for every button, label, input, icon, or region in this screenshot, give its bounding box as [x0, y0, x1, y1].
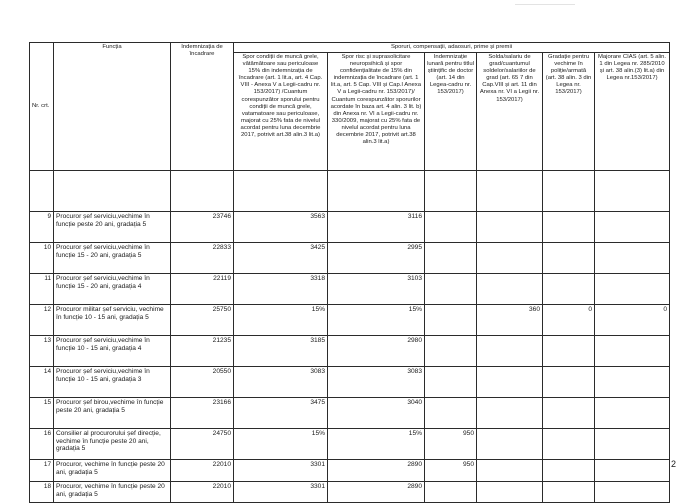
value-cell-majorare [595, 171, 670, 212]
value-cell-majorare [595, 460, 670, 482]
row-number: 10 [30, 243, 54, 274]
row-number: 17 [30, 460, 54, 482]
table-row [30, 212, 670, 243]
value-cell-majorare [595, 482, 670, 503]
value-cell-spor-risc [328, 171, 425, 212]
value-cell-gradatie [543, 243, 595, 274]
value-cell-indemnizatia: 22833 [171, 243, 234, 274]
value-cell-spor-risc: 2980 [328, 336, 425, 367]
value-cell-spor-conditii: 15% [234, 305, 328, 336]
function-cell: Procuror șef serviciu,vechime în funcție 15 - 20 ani, gradația 5 [54, 243, 171, 274]
table-body [30, 171, 670, 503]
value-cell-solda [477, 171, 543, 212]
value-cell-spor-conditii: 3318 [234, 274, 328, 305]
table-row [30, 305, 670, 336]
value-cell-indemnizatia: 24750 [171, 429, 234, 460]
function-cell: Procuror, vechime în funcție peste 20 ani, gradația 5 [54, 460, 171, 482]
value-cell-spor-risc: 15% [328, 305, 425, 336]
value-cell-gradatie [543, 367, 595, 398]
value-cell-majorare [595, 212, 670, 243]
row-number: 13 [30, 336, 54, 367]
page-number: 2 [671, 459, 677, 469]
value-cell-solda [477, 274, 543, 305]
value-cell-solda [477, 460, 543, 482]
function-cell: Procuror șef serviciu,vechime în funcție 10 - 15 ani, gradația 3 [54, 367, 171, 398]
value-cell-spor-risc: 2890 [328, 482, 425, 503]
value-cell-spor-risc: 2890 [328, 460, 425, 482]
scan-artifact [515, 4, 575, 9]
table-row [30, 429, 670, 460]
value-cell-indemnizatia: 21235 [171, 336, 234, 367]
value-cell-indemnizatie-lunara [425, 398, 477, 429]
value-cell-solda [477, 367, 543, 398]
value-cell-majorare [595, 274, 670, 305]
header-solda: Solda/salariu de grad/cuantumul soldelor/salariilor de grad (art. 65 7 din Cap.VIII și art. 11 din Anexa nr. VI a Legii nr. 153/2017) [477, 53, 543, 171]
value-cell-spor-conditii [234, 171, 328, 212]
function-cell [54, 171, 171, 212]
table-row [30, 398, 670, 429]
value-cell-spor-risc: 2995 [328, 243, 425, 274]
value-cell-indemnizatia: 23746 [171, 212, 234, 243]
value-cell-spor-conditii: 3301 [234, 482, 328, 503]
value-cell-indemnizatia: 20550 [171, 367, 234, 398]
table-row [30, 171, 670, 212]
value-cell-indemnizatie-lunara [425, 367, 477, 398]
function-cell: Procuror șef serviciu,vechime în funcție peste 20 ani, gradația 5 [54, 212, 171, 243]
value-cell-indemnizatie-lunara [425, 171, 477, 212]
header-sporuri-group: Sporuri, compensații, adaosuri, prime și premii [234, 43, 670, 53]
value-cell-indemnizatia: 23166 [171, 398, 234, 429]
header-indemnizatia: Indemnizația de încadrare [171, 43, 234, 171]
value-cell-indemnizatie-lunara: 950 [425, 429, 477, 460]
value-cell-solda: 360 [477, 305, 543, 336]
table-row [30, 274, 670, 305]
value-cell-majorare: 0 [595, 305, 670, 336]
table-row [30, 367, 670, 398]
value-cell-gradatie [543, 212, 595, 243]
row-number: 14 [30, 367, 54, 398]
row-number [30, 171, 54, 212]
value-cell-spor-conditii: 3475 [234, 398, 328, 429]
value-cell-gradatie [543, 171, 595, 212]
value-cell-spor-conditii: 3083 [234, 367, 328, 398]
value-cell-majorare [595, 367, 670, 398]
value-cell-gradatie [543, 482, 595, 503]
function-cell: Consilier al procurorului șef direcție, vechime în funcție peste 20 ani, gradația 5 [54, 429, 171, 460]
value-cell-majorare [595, 429, 670, 460]
row-number: 18 [30, 482, 54, 503]
row-number: 15 [30, 398, 54, 429]
value-cell-gradatie [543, 274, 595, 305]
value-cell-indemnizatie-lunara: 950 [425, 460, 477, 482]
value-cell-solda [477, 212, 543, 243]
salary-table [29, 42, 670, 503]
value-cell-spor-conditii: 3425 [234, 243, 328, 274]
function-cell: Procuror șef birou,vechime în funcție peste 20 ani, gradația 5 [54, 398, 171, 429]
row-number: 16 [30, 429, 54, 460]
value-cell-indemnizatie-lunara [425, 482, 477, 503]
row-number: 9 [30, 212, 54, 243]
value-cell-indemnizatie-lunara [425, 243, 477, 274]
value-cell-indemnizatia: 22119 [171, 274, 234, 305]
function-cell: Procuror șef serviciu,vechime în funcție 10 - 15 ani, gradația 4 [54, 336, 171, 367]
value-cell-gradatie [543, 336, 595, 367]
value-cell-solda [477, 243, 543, 274]
value-cell-spor-risc: 3103 [328, 274, 425, 305]
row-number: 11 [30, 274, 54, 305]
value-cell-gradatie [543, 398, 595, 429]
table-row [30, 460, 670, 482]
table-row [30, 482, 670, 503]
value-cell-spor-conditii: 3185 [234, 336, 328, 367]
value-cell-indemnizatie-lunara [425, 305, 477, 336]
value-cell-majorare [595, 243, 670, 274]
value-cell-indemnizatia [171, 171, 234, 212]
value-cell-gradatie: 0 [543, 305, 595, 336]
value-cell-indemnizatia: 22010 [171, 482, 234, 503]
value-cell-spor-conditii: 15% [234, 429, 328, 460]
value-cell-solda [477, 336, 543, 367]
value-cell-spor-risc: 3083 [328, 367, 425, 398]
value-cell-majorare [595, 336, 670, 367]
value-cell-solda [477, 482, 543, 503]
header-majorare: Majorare CIAS (art. 5 alin. 1 din Legea nr. 285/2010 și art. 38 alin.(3) lit.a) din Legea nr.153/2017) [595, 53, 670, 171]
header-indemnizatie-lunara: Indemnizație lunară pentru titlul științific de doctor (art. 14 din Legea-cadru nr. 153/2017) [425, 53, 477, 171]
value-cell-solda [477, 429, 543, 460]
value-cell-solda [477, 398, 543, 429]
value-cell-spor-risc: 3116 [328, 212, 425, 243]
value-cell-indemnizatie-lunara [425, 212, 477, 243]
value-cell-indemnizatia: 22010 [171, 460, 234, 482]
value-cell-spor-risc: 3040 [328, 398, 425, 429]
header-gradatie: Gradație pentru vechime în poliție/armată (art. 38 alin. 3 din Legea nr. 153/2017) [543, 53, 595, 171]
header-spor-risc: Spor risc și suprasolicitare neuropsihică și spor confidențialitate de 15% din indemnizația de încadrare (art. 1 lit.a, art. 5 Cap. VIII și Cap.I Anexa V a Legii-cadru nr. 153/2017)/ Cuantum corespunzător sporurilor acordate în baza art. 4 alin. 3 lit. b) din Anexa nr. VI a Legii-cadru nr. 330/2009, majorat cu 25% fata de nivelul acordat pentru luna decembrie 2017, potrivit art.38 alin.3 lit.a) [328, 53, 425, 171]
header-nr-crt: Nr. crt. [30, 43, 54, 171]
header-functia: Funcția [54, 43, 171, 171]
table-row [30, 336, 670, 367]
value-cell-indemnizatie-lunara [425, 274, 477, 305]
function-cell: Procuror, vechime în funcție peste 20 ani, gradația 5 [54, 482, 171, 503]
header-spor-conditii: Spor condiții de muncă grele, vătămătoare sau periculoase 15% din indemnizația de încadrare (art. 1 lit.a, art. 4 Cap. VIII - Anexa V a Legii-cadru nr. 153/2017) /Cuantum corespunzător sporului pentru condiții de muncă grele, vatamatoare sau periculoase, majorat cu 25% fata de nivelul acordat pentru luna decembrie 2017, potrivit art.38 alin.3 lit.a) [234, 53, 328, 171]
table-row [30, 243, 670, 274]
row-number: 12 [30, 305, 54, 336]
value-cell-spor-conditii: 3563 [234, 212, 328, 243]
value-cell-gradatie [543, 460, 595, 482]
function-cell: Procuror șef serviciu,vechime în funcție 15 - 20 ani, gradația 4 [54, 274, 171, 305]
header-row-top [30, 43, 670, 53]
function-cell: Procuror militar șef serviciu, vechime în funcție 10 - 15 ani, gradația 5 [54, 305, 171, 336]
value-cell-indemnizatie-lunara [425, 336, 477, 367]
value-cell-spor-conditii: 3301 [234, 460, 328, 482]
value-cell-gradatie [543, 429, 595, 460]
value-cell-spor-risc: 15% [328, 429, 425, 460]
value-cell-indemnizatia: 25750 [171, 305, 234, 336]
value-cell-majorare [595, 398, 670, 429]
